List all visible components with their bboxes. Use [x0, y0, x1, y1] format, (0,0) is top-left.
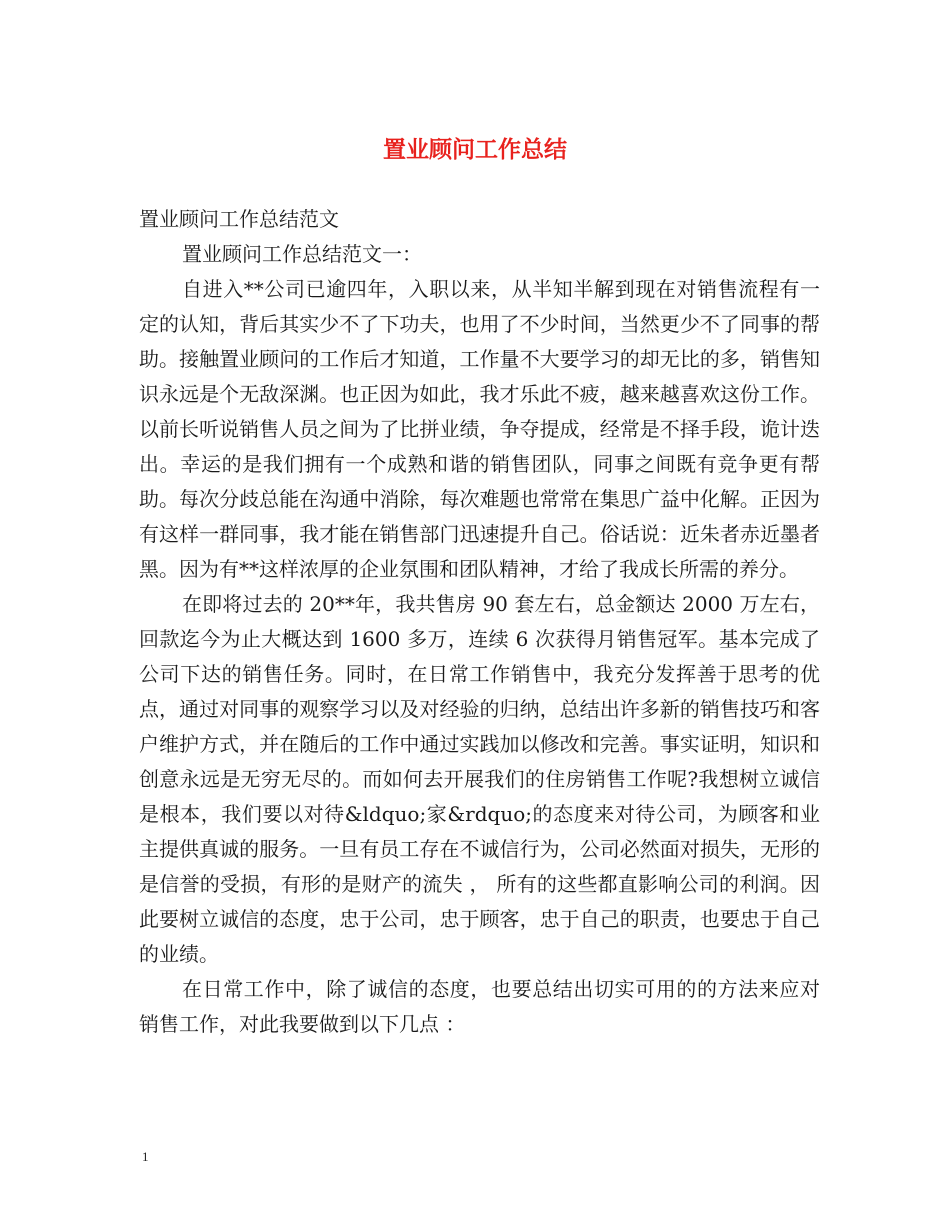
paragraph-1: 自进入**公司已逾四年，入职以来，从半知半解到现在对销售流程有一定的认知，背后其实少不了下功夫，也用了不少时间，当然更少不了同事的帮助。接触置业顾问的工作后才知道，工作量不大要学习的却无比的多，销售知识永远是个无敌深渊。也正因为如此，我才乐此不疲，越来越喜欢这份工作。以前长听说销售人员之间为了比拼业绩，争夺提成，经常是不择手段，诡计迭出。幸运的是我们拥有一个成熟和谐的销售团队，同事之间既有竞争更有帮助。每次分歧总能在沟通中消除，每次难题也常常在集思广益中化解。正因为有这样一群同事，我才能在销售部门迅速提升自己。俗话说：近朱者赤近墨者黑。因为有**这样浓厚的企业氛围和团队精神，才给了我成长所需的养分。	[139, 277, 820, 581]
paragraph-2: 在即将过去的 20**年，我共售房 90 套左右，总金额达 2000 万左右，回款迄今为止大概达到 1600 多万，连续 6 次获得月销售冠军。基本完成了公司下达的销售任务。同时，在日常工作销售中，我充分发挥善于思考的优点，通过对同事的观察学习以及对经验的归纳，总结出许多新的销售技巧和客户维护方式，并在随后的工作中通过实践加以修改和完善。事实证明，知识和创意永远是无穷无尽的。而如何去开展我们的住房销售工作呢?我想树立诚信是根本，我们要以对待&ldquo;家&rdquo;的态度来对待公司，为顾客和业主提供真诚的服务。一旦有员工存在不诚信行为，公司必然面对损失，无形的是信誉的受损，有形的是财产的流失 ， 所有的这些都直影响公司的利润。因此要树立诚信的态度，忠于公司，忠于顾客，忠于自己的职责，也要忠于自己的业绩。	[139, 592, 820, 966]
document-body	[139, 202, 820, 1042]
document-title: 置业顾问工作总结	[383, 136, 567, 163]
page-number: 1	[142, 1149, 149, 1164]
paragraph-3: 在日常工作中，除了诚信的态度，也要总结出切实可用的的方法来应对销售工作，对此我要做到以下几点 ：	[139, 977, 820, 1036]
document-subtitle: 置业顾问工作总结范文	[139, 207, 339, 231]
section-heading: 置业顾问工作总结范文一：	[182, 242, 422, 266]
